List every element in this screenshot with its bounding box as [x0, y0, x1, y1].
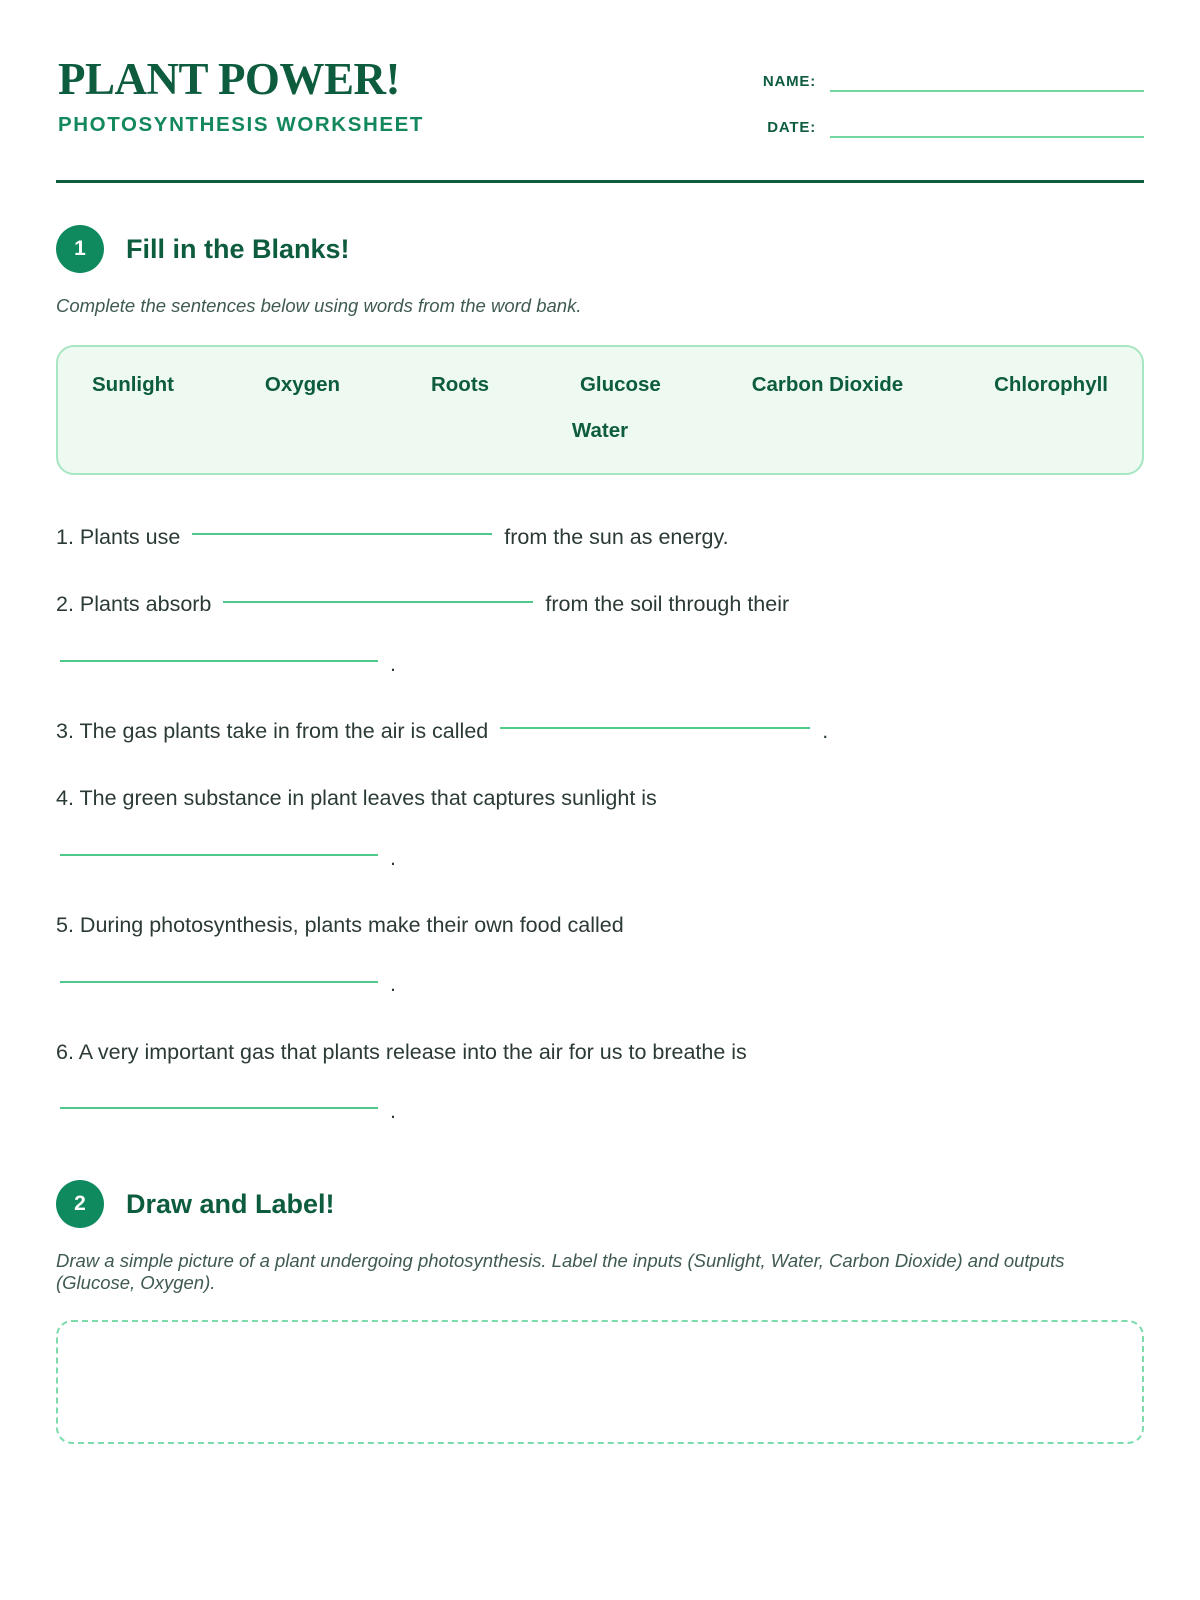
word-bank-item: Roots — [430, 373, 490, 396]
question-text-before: A very important gas that plants release into the air for us to breathe is — [78, 1039, 747, 1064]
question-number: 5. — [56, 912, 74, 937]
title-block — [56, 56, 424, 137]
answer-blank[interactable] — [223, 601, 533, 603]
section-2-description: Draw a simple picture of a plant undergoing photosynthesis. Label the inputs (Sunlight, Water, Carbon Dioxide) and outputs (Glucose, Oxygen). — [56, 1250, 1065, 1294]
word-bank-item: Oxygen — [264, 373, 341, 396]
worksheet-header — [56, 48, 1144, 162]
answer-blank[interactable] — [60, 660, 378, 662]
word-bank-item: Water — [571, 419, 629, 442]
question-number: 4. — [56, 786, 74, 811]
header-divider — [56, 180, 1144, 183]
answer-blank-wrap-row — [60, 968, 1144, 1001]
word-bank-item: Glucose — [579, 373, 661, 396]
word-bank-row-1 — [92, 373, 1108, 397]
section-1-badge: 1 — [56, 225, 104, 273]
question-text-after: from the sun as energy. — [504, 525, 729, 549]
section-2-badge: 2 — [56, 1180, 104, 1228]
question-6 — [56, 1036, 1144, 1129]
word-bank-row-2 — [92, 419, 1108, 443]
section-2-title: Draw and Label! — [126, 1188, 335, 1219]
question-list — [56, 521, 1144, 1128]
question-2 — [56, 588, 1144, 681]
question-number: 2. — [56, 592, 74, 617]
question-number: 3. — [56, 718, 74, 743]
question-number: 1. — [56, 525, 74, 549]
question-text-before: During photosynthesis, plants make their own food called — [79, 912, 624, 937]
section-2-heading — [56, 1180, 1144, 1228]
question-text-after: from the soil through their — [545, 592, 790, 617]
word-bank-item: Chlorophyll — [994, 373, 1108, 396]
question-text-end: . — [389, 972, 396, 997]
question-text-after: . — [822, 718, 829, 743]
question-4 — [56, 782, 1144, 875]
date-label: DATE: — [767, 119, 816, 136]
question-3 — [56, 715, 1144, 748]
name-input-line[interactable] — [830, 70, 1144, 92]
question-1 — [56, 521, 1144, 554]
section-1-title: Fill in the Blanks! — [126, 233, 350, 264]
word-bank — [56, 345, 1144, 475]
question-text-end: . — [389, 651, 396, 676]
date-input-line[interactable] — [830, 116, 1144, 138]
word-bank-item: Carbon Dioxide — [751, 373, 904, 396]
section-1-heading — [56, 225, 1144, 273]
name-row — [744, 70, 1144, 92]
page-subtitle: PHOTOSYNTHESIS WORKSHEET — [58, 113, 425, 137]
question-text-end: . — [389, 845, 396, 870]
answer-blank[interactable] — [192, 533, 492, 535]
answer-blank-wrap-row — [60, 1095, 1144, 1128]
question-text-before: Plants absorb — [79, 592, 212, 617]
question-text-before: The gas plants take in from the air is called — [79, 718, 489, 743]
answer-blank[interactable] — [60, 854, 378, 856]
section-1-description: Complete the sentences below using words from the word bank. — [56, 295, 582, 316]
answer-blank-wrap-row — [60, 648, 1144, 681]
answer-blank-wrap-row — [60, 842, 1144, 875]
section-2 — [56, 1180, 1144, 1444]
word-bank-item: Sunlight — [92, 373, 174, 396]
question-text-before: The green substance in plant leaves that captures sunlight is — [79, 786, 657, 811]
drawing-area[interactable] — [56, 1320, 1144, 1444]
question-5 — [56, 909, 1144, 1002]
question-text-before: Plants use — [79, 525, 181, 549]
date-row — [744, 116, 1144, 138]
name-label: NAME: — [762, 73, 816, 90]
student-meta-block — [744, 70, 1144, 162]
page-title: PLANT POWER! — [58, 54, 400, 104]
answer-blank[interactable] — [60, 981, 378, 983]
question-text-end: . — [389, 1098, 396, 1123]
question-number: 6. — [56, 1039, 74, 1064]
answer-blank[interactable] — [500, 727, 810, 729]
answer-blank[interactable] — [60, 1107, 378, 1109]
